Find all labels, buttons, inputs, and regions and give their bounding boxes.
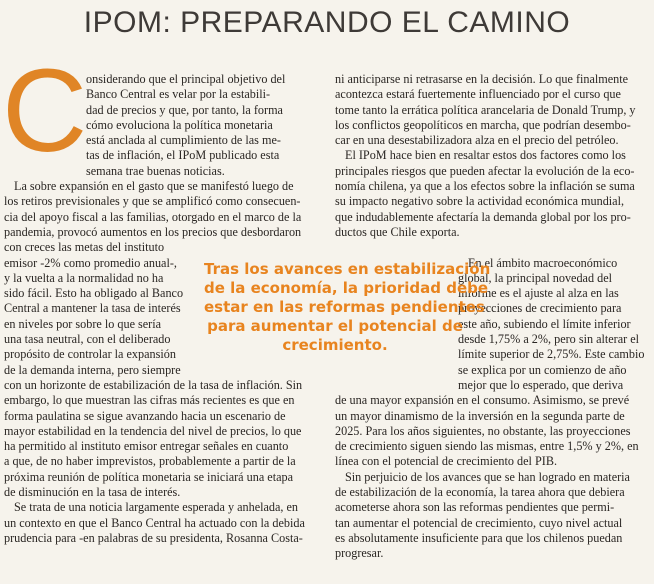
text-line: a que, de no haber imprevistos, probablemente a partir de la <box>4 454 296 469</box>
text-line: con creces las metas del instituto <box>4 240 165 255</box>
text-line: informe es el ajuste al alza en las <box>458 286 619 301</box>
text-line: de una mayor expansión en el consumo. Asimismo, se prevé <box>335 393 630 408</box>
text-line: tome tanto la errática política arancelaria de Donald Trump, y <box>335 102 636 117</box>
pull-quote <box>204 260 491 355</box>
text-line: 2025. Para los años siguientes, no obstante, las proyecciones <box>335 423 631 438</box>
article-body <box>2 45 650 580</box>
text-line: car en una desestabilizadora alza en el precio del petróleo. <box>335 133 619 148</box>
text-line: acontezca estará fuertemente influenciado por el curso que <box>335 87 621 102</box>
text-line: mayor estabilidad en la tendencia del nivel de precios, lo que <box>4 423 302 438</box>
drop-cap-letter: C <box>2 45 88 177</box>
text-line: proyecciones de crecimiento para <box>458 301 622 316</box>
text-line: dad de precios y que, por tanto, la forma <box>86 102 283 117</box>
text-line: principales riesgos que pueden afectar la evolución de la eco- <box>335 163 635 178</box>
text-line: este año, subiendo el límite inferior <box>458 316 631 331</box>
text-line: embargo, lo que muestran las cifras más recientes es que en <box>4 393 295 408</box>
text-line: está anclada al cumplimiento de las me- <box>86 133 281 148</box>
text-line: nomía chilena, ya que a los efectos sobre la inflación se suma <box>335 179 635 194</box>
text-line: propósito de controlar la expansión <box>4 347 176 362</box>
text-line: línea con el potencial de crecimiento del PIB. <box>335 454 557 469</box>
text-line: semana trae buenas noticias. <box>86 163 225 178</box>
text-line: con un horizonte de estabilización de la tasa de inflación. Sin <box>4 377 303 392</box>
pull-quote-line: Tras los avances en estabilización <box>204 260 491 278</box>
text-line: es absolutamente insuficiente para que los chilenos puedan <box>335 530 623 545</box>
article-headline: IPOM: PREPARANDO EL CAMINO <box>83 6 571 39</box>
text-line: límite superior de 2,75%. Este cambio <box>458 347 645 362</box>
text-line: forma paulatina se sigue avanzando hacia un escenario de <box>4 408 286 423</box>
text-line: ductos que Chile exporta. <box>335 224 460 239</box>
text-line: En el ámbito macroeconómico <box>468 255 618 270</box>
text-line: una tasa neutral, con el deliberado <box>4 332 171 347</box>
text-line <box>335 240 648 255</box>
text-line: los retiros previsionales y que se amplificó como consecuen- <box>4 194 301 209</box>
text-line: y la vuelta a la normalidad no ha <box>4 270 164 285</box>
text-line: onsiderando que el principal objetivo del <box>86 72 286 86</box>
text-line: en niveles por sobre lo que sería <box>4 316 162 331</box>
text-line: ha permitido al instituto emisor entregar señales en cuanto <box>4 439 289 454</box>
text-line: los conflictos geopolíticos en marcha, que podrían desembo- <box>335 117 631 132</box>
text-line: Sin perjuicio de los avances que se han logrado en materia <box>345 469 630 484</box>
pull-quote-line: estar en las reformas pendientes <box>204 298 485 316</box>
text-line: Central a mantener la tasa de interés <box>4 301 181 316</box>
text-line: sido fácil. Esto ha obligado al Banco <box>4 286 184 301</box>
pull-quote-line: de la economía, la prioridad debe <box>204 279 489 297</box>
text-line: acometerse ahora son las reformas pendientes que permi- <box>335 500 615 515</box>
text-line: El IPoM hace bien en resaltar estos dos factores como los <box>345 148 626 163</box>
text-line: Banco Central es velar por la estabili- <box>86 87 271 102</box>
text-line: se explica por un comienzo de año <box>458 362 627 377</box>
text-line: de estabilización de la economía, la tarea ahora que debiera <box>335 485 625 500</box>
text-line: tas de inflación, el IPoM publicado esta <box>86 148 280 163</box>
text-line: global, la principal novedad del <box>458 270 612 285</box>
text-line: progresar. <box>335 546 384 561</box>
text-line: desde 1,75% a 2%, pero sin alterar el <box>458 332 640 347</box>
text-line: emisor -2% como promedio anual-, <box>4 255 177 270</box>
text-line: de la demanda interna, pero siempre <box>4 362 181 377</box>
text-line: cia del apoyo fiscal a las familias, otorgado en el marco de la <box>4 209 302 224</box>
text-line: un contexto en que el Banco Central ha actuado con la debida <box>4 515 305 530</box>
text-line: tan aumentar el potencial de crecimiento, cuyo nivel actual <box>335 515 623 530</box>
pull-quote-line: para aumentar el potencial de <box>207 317 463 335</box>
text-line: un mayor dinamismo de la inversión en la segunda parte de <box>335 408 625 423</box>
pull-quote-line: crecimiento. <box>282 336 388 354</box>
text-line: prudencia para -en palabras de su presidenta, Rosanna Costa- <box>4 530 303 545</box>
text-line: pandemia, provocó aumentos en los precios que desbordaron <box>4 224 302 239</box>
text-line: de disminución en la tasa de interés. <box>4 485 181 500</box>
text-line: próxima reunión de política monetaria se iniciará una etapa <box>4 469 293 484</box>
text-line: Se trata de una noticia largamente esperada y anhelada, en <box>14 500 299 515</box>
text-line: de crecimiento siguen siendo las mismas, entre 1,5% y 2%, en <box>335 439 639 454</box>
text-line: ni anticiparse ni retrasarse en la decisión. Lo que finalmente <box>335 72 629 86</box>
text-line: mejor que lo esperado, que deriva <box>458 377 624 392</box>
text-line: cómo evoluciona la política monetaria <box>86 117 273 132</box>
text-line: que indudablemente afectaría la demanda global por los pro- <box>335 209 631 224</box>
text-line: su impacto negativo sobre la actividad económica mundial, <box>335 194 625 209</box>
text-line: La sobre expansión en el gasto que se manifestó luego de <box>14 179 294 194</box>
